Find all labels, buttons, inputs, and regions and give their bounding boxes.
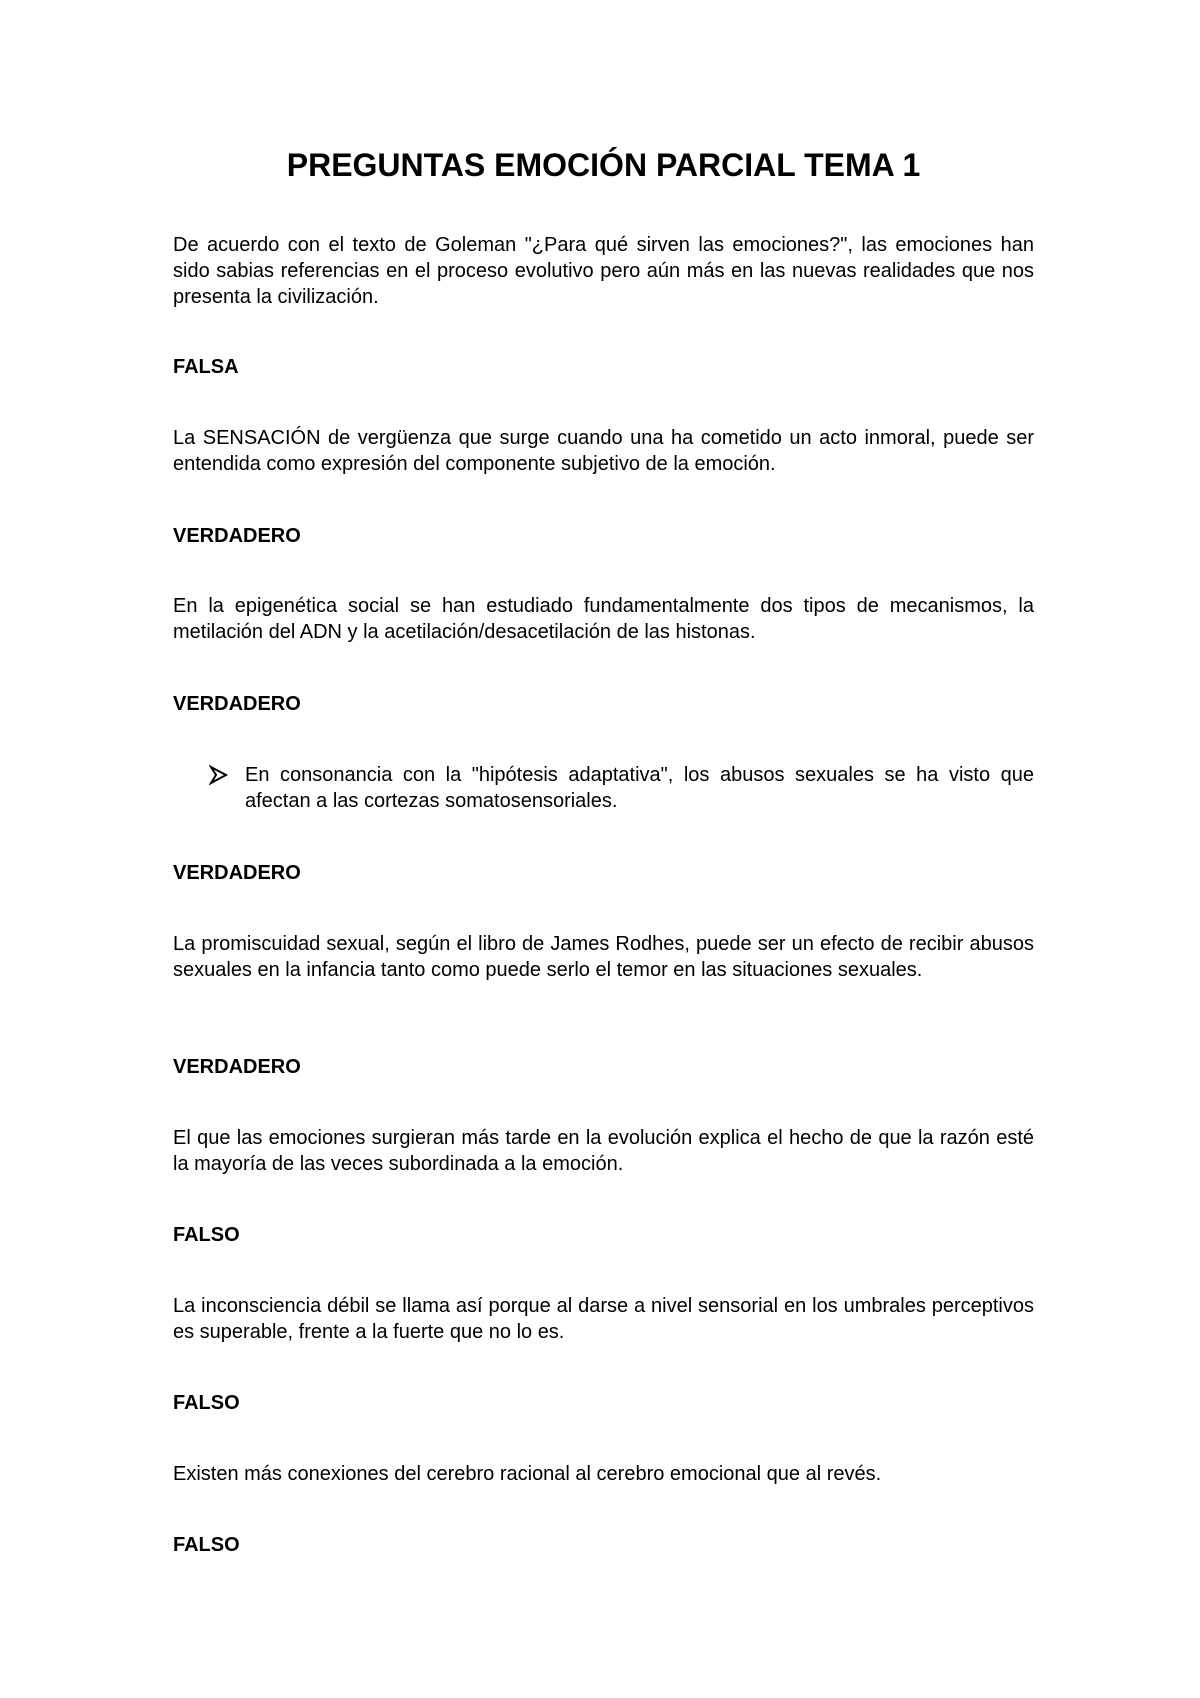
question-7: La inconsciencia débil se llama así porque al darse a nivel sensorial en los umbrales perceptivos es superable, frente a la fuerte que no lo es. — [173, 1295, 1034, 1343]
question-5: La promiscuidad sexual, según el libro de James Rodhes, puede ser un efecto de recibir abusos sexuales en la infancia tanto como puede serlo el temor en las situaciones sexuales. — [173, 933, 1034, 981]
answer-6: FALSO — [173, 1224, 240, 1246]
question-8: Existen más conexiones del cerebro racional al cerebro emocional que al revés. — [173, 1463, 882, 1485]
question-6: El que las emociones surgieran más tarde en la evolución explica el hecho de que la razón esté la mayoría de las veces subordinada a la emoción. — [173, 1127, 1034, 1175]
answer-4: VERDADERO — [173, 862, 301, 884]
answer-8: FALSO — [173, 1534, 240, 1556]
question-3: En la epigenética social se han estudiado fundamentalmente dos tipos de mecanismos, la metilación del ADN y la acetilación/desacetilación de las histonas. — [173, 595, 1034, 643]
question-4: En consonancia con la "hipótesis adaptativa", los abusos sexuales se ha visto que afectan a las cortezas somatosensoriales. — [245, 764, 1034, 812]
page-title: PREGUNTAS EMOCIÓN PARCIAL TEMA 1 — [286, 147, 921, 183]
question-2: La SENSACIÓN de vergüenza que surge cuando una ha cometido un acto inmoral, puede ser entendida como expresión del componente subjetivo de la emoción. — [173, 427, 1034, 475]
arrow-bullet-icon — [209, 762, 231, 788]
answer-1: FALSA — [173, 356, 239, 378]
answer-3: VERDADERO — [173, 693, 301, 715]
answer-2: VERDADERO — [173, 525, 301, 547]
answer-7: FALSO — [173, 1392, 240, 1414]
bullet-list-item — [209, 762, 1034, 814]
answer-5: VERDADERO — [173, 1056, 301, 1078]
question-1: De acuerdo con el texto de Goleman "¿Para qué sirven las emociones?", las emociones han sido sabias referencias en el proceso evolutivo pero aún más en las nuevas realidades que nos presenta la civilización. — [173, 234, 1034, 308]
